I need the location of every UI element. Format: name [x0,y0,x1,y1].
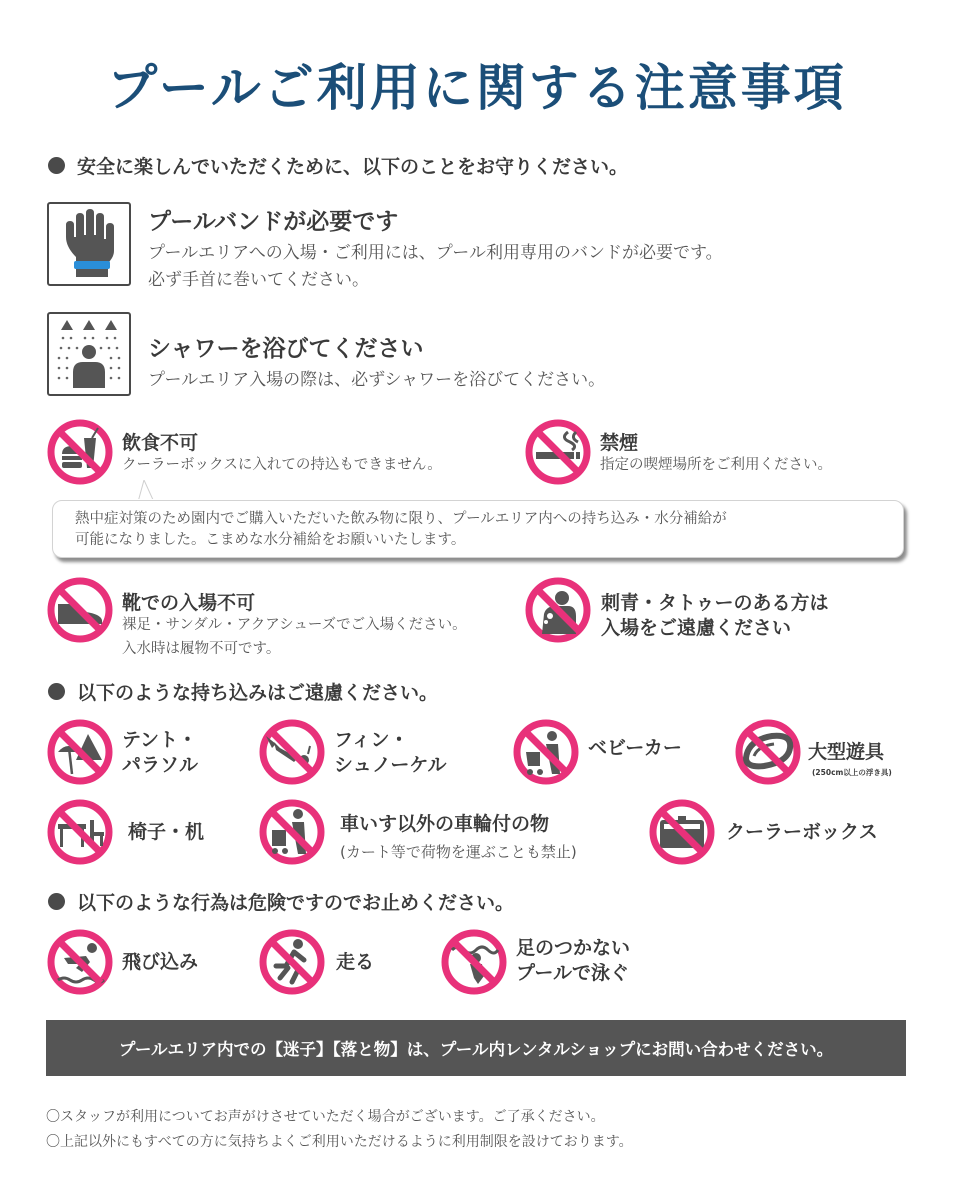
hand-wristband-icon [47,202,131,286]
no-diving-icon [46,928,114,996]
bubble-tail [134,480,158,502]
shower-heading: シャワーを浴びてください [148,336,424,362]
no-shoes-icon [46,576,114,644]
no-tattoo-icon [524,576,592,644]
run-label: 走る [336,951,375,973]
section-heading-acts [48,888,514,915]
band-text-2: 必ず手首に巻いてください。 [148,270,369,290]
no-stroller-icon [512,718,580,786]
drink-notice-bubble [52,500,904,558]
no-smoking-text: 指定の喫煙場所をご利用ください。 [600,457,832,473]
bubble-text-1: 熱中症対策のため園内でご購入いただいた飲み物に限り、プールエリア内への持ち込み・水分補給が [75,511,727,527]
bubble-text-2: 可能になりました。こまめな水分補給をお願いいたします。 [75,532,466,548]
section-heading-items [48,678,438,705]
wheels-label: 車いす以外の車輪付の物 [340,813,550,835]
page-title: プールご利用に関する注意事項 [107,59,847,117]
section-heading-text: 以下のような行為は危険ですのでお止めください。 [77,892,515,914]
no-tent-icon [46,718,114,786]
stroller-label: ベビーカー [588,737,682,759]
bullet-dot [48,157,65,174]
no-chair-icon [46,798,114,866]
no-cooler-box-icon [648,798,716,866]
no-shoes-heading: 靴での入場不可 [122,592,256,614]
shower-person-icon [47,312,131,396]
wheels-note: (カート等で荷物を運ぶことも禁止) [340,843,577,861]
no-food-heading: 飲食不可 [122,432,199,454]
no-tattoo-text-1: 刺青・タトゥーのある方は [601,592,829,614]
shower-text: プールエリア入場の際は、必ずシャワーを浴びてください。 [148,370,606,390]
fins-label-2: シュノーケル [334,754,447,776]
bullet-dot [48,893,65,910]
deep-label-2: プールで泳ぐ [516,962,630,984]
cooler-label: クーラーボックス [726,821,878,843]
band-heading: プールバンドが必要です [148,209,399,235]
tent-label-2: パラソル [122,754,199,776]
no-smoking-heading: 禁煙 [600,432,639,454]
dive-label: 飛び込み [122,951,199,973]
section-heading-text: 安全に楽しんでいただくために、以下のことをお守りください。 [77,156,629,178]
no-shoes-text-2: 入水時は履物不可です。 [122,641,281,657]
no-fins-icon [258,718,326,786]
float-label: 大型遊具 [808,741,885,763]
tent-label-1: テント・ [122,729,198,751]
lost-and-found-banner [46,1020,906,1076]
no-deep-water-icon [440,928,508,996]
chair-label: 椅子・机 [128,821,205,843]
fins-label-1: フィン・ [334,729,409,751]
band-text-1: プールエリアへの入場・ご利用には、プール利用専用のバンドが必要です。 [148,243,723,263]
float-note: (250cm以上の浮き具) [812,768,892,777]
section-heading-text: 以下のような持ち込みはご遠慮ください。 [77,682,439,704]
no-running-icon [258,928,326,996]
footnote-1: 〇スタッフが利用についてお声がけさせていただく場合がございます。ご了承ください。 [46,1109,605,1125]
no-food-icon [46,418,114,486]
no-smoking-icon [524,418,592,486]
lost-and-found-text: プールエリア内での【迷子】【落と物】は、プール内レンタルショップにお問い合わせください。 [118,1040,834,1059]
footnote-2: 〇上記以外にもすべての方に気持ちよくご利用いただけるように利用制限を設けております。 [46,1134,633,1150]
deep-label-1: 足のつかない [516,937,631,959]
no-wheeled-items-icon [258,798,326,866]
no-food-text: クーラーボックスに入れての持込もできません。 [122,457,442,473]
no-tattoo-text-2: 入場をご遠慮ください [601,617,792,639]
no-shoes-text-1: 裸足・サンダル・アクアシューズでご入場ください。 [122,617,467,633]
section-heading-rules [48,152,628,179]
no-float-icon [734,718,802,786]
bullet-dot [48,683,65,700]
